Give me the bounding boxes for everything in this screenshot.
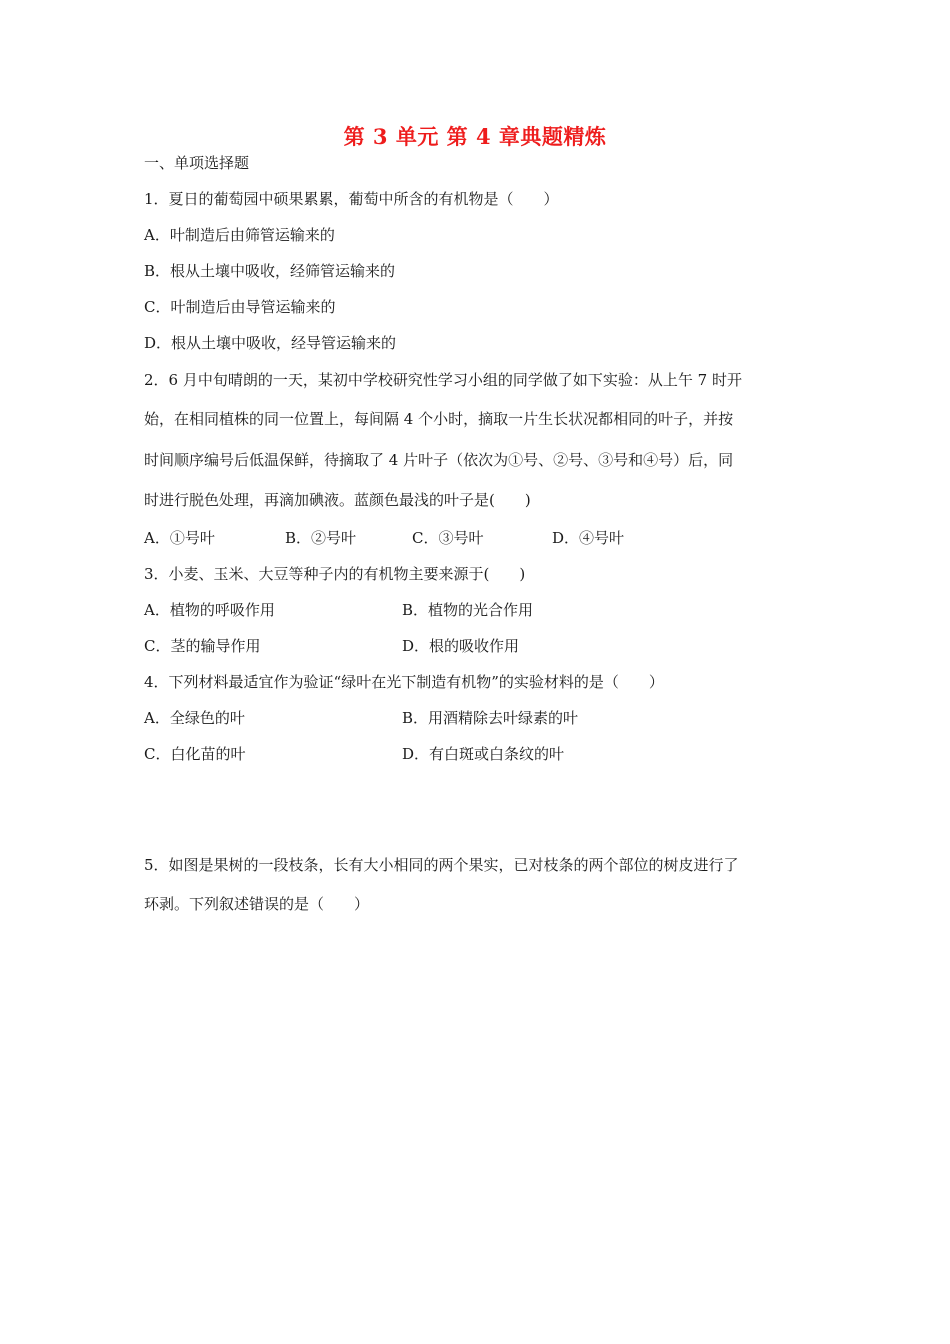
section-heading: 一、单项选择题 <box>144 154 250 172</box>
question-2-option-c: C．③号叶 <box>412 529 484 547</box>
question-3-option-a: A．植物的呼吸作用 <box>144 601 275 619</box>
question-1-option-d: D．根从土壤中吸收，经导管运输来的 <box>144 334 397 352</box>
question-5-stem-line-2: 环剥。下列叙述错误的是（ ） <box>144 895 370 913</box>
question-1-option-b: B．根从土壤中吸收，经筛管运输来的 <box>144 262 396 280</box>
question-3-stem: 3．小麦、玉米、大豆等种子内的有机物主要来源于( ) <box>144 565 526 583</box>
question-3-option-b: B．植物的光合作用 <box>402 601 534 619</box>
question-1-option-c: C．叶制造后由导管运输来的 <box>144 298 336 316</box>
question-4-option-a: A．全绿色的叶 <box>144 709 245 727</box>
question-5-stem-line-1: 5．如图是果树的一段枝条，长有大小相同的两个果实，已对枝条的两个部位的树皮进行了 <box>144 856 739 874</box>
question-4-option-b: B．用酒精除去叶绿素的叶 <box>402 709 579 727</box>
question-2-stem-line-3: 时间顺序编号后低温保鲜，待摘取了 4 片叶子（依次为①号、②号、③号和④号）后，同 <box>144 451 734 469</box>
question-1-option-a: A．叶制造后由筛管运输来的 <box>144 226 335 244</box>
question-2-option-a: A．①号叶 <box>144 529 215 547</box>
question-2-option-b: B．②号叶 <box>285 529 357 547</box>
question-2-stem-line-1: 2．6 月中旬晴朗的一天，某初中学校研究性学习小组的同学做了如下实验：从上午 7 时开 <box>144 371 742 389</box>
question-3-option-c: C．茎的输导作用 <box>144 637 261 655</box>
question-4-option-d: D．有白斑或白条纹的叶 <box>402 745 565 763</box>
question-2-stem-line-2: 始，在相同植株的同一位置上，每间隔 4 个小时，摘取一片生长状况都相同的叶子，并按 <box>144 410 734 428</box>
question-4-option-c: C．白化苗的叶 <box>144 745 246 763</box>
question-3-option-d: D．根的吸收作用 <box>402 637 520 655</box>
question-1-stem: 1．夏日的葡萄园中硕果累累，葡萄中所含的有机物是（ ） <box>144 190 559 208</box>
question-4-stem: 4．下列材料最适宜作为验证“绿叶在光下制造有机物”的实验材料的是（ ） <box>144 673 664 691</box>
question-2-option-d: D．④号叶 <box>552 529 625 547</box>
question-2-stem-line-4: 时进行脱色处理，再滴加碘液。蓝颜色最浅的叶子是( ) <box>144 491 531 509</box>
page-title: 第 3 单元 第 4 章典题精炼 <box>343 124 607 149</box>
